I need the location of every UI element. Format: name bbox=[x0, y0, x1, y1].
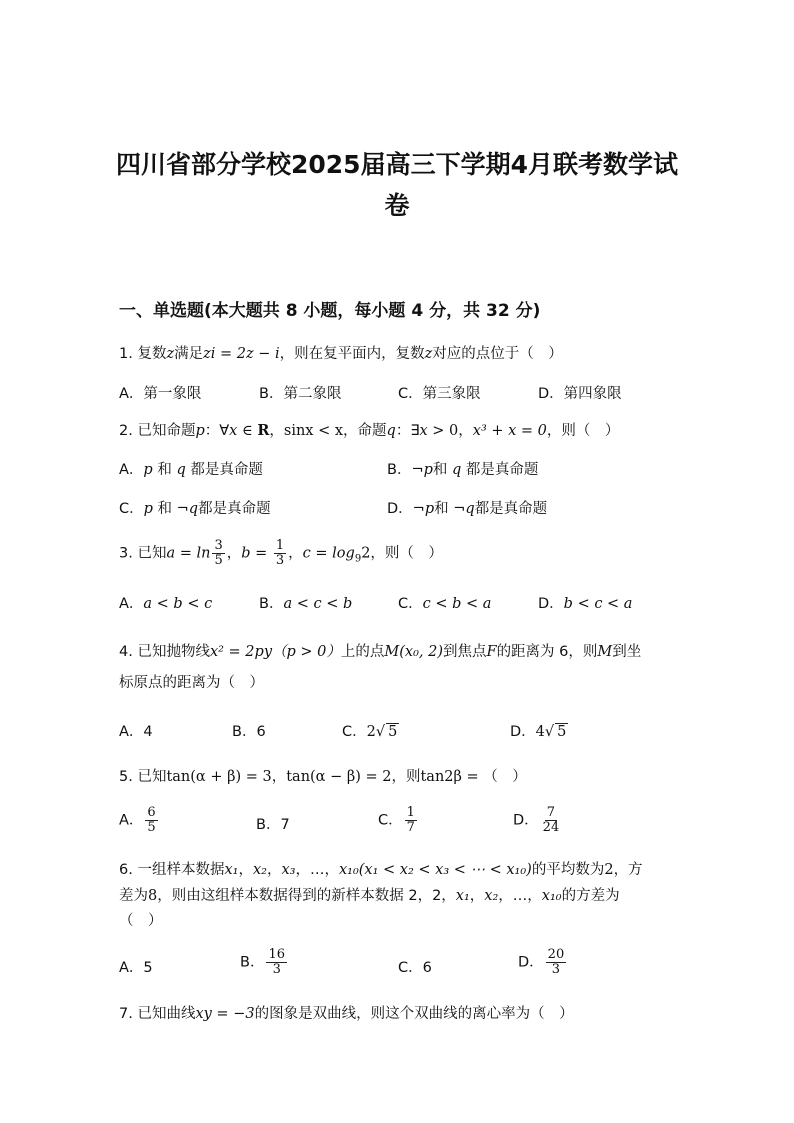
q4-option-a: A．4 bbox=[119, 724, 153, 740]
q2-option-c: C．p 和 ¬q都是真命题 bbox=[119, 501, 271, 517]
q5-option-b: B．7 bbox=[256, 817, 290, 833]
q5-a-fraction: $\frac{6}{5}$ bbox=[147, 805, 156, 835]
q1-option-b: B．第二象限 bbox=[259, 386, 342, 402]
q6-option-d: D． $\frac{20}{3}$ bbox=[518, 947, 565, 977]
exam-title-line2: 卷 bbox=[384, 191, 410, 220]
q6-stem-line1: 6. 一组样本数据x₁，x₂，x₃，…，x₁₀(x₁ < x₂ < x₃ < ⋯ < x₁₀)的平均数为2，方 bbox=[119, 862, 643, 878]
q3-b-fraction: $\frac{1}{3}$ bbox=[275, 538, 285, 568]
q3-option-d: D．b < c < a bbox=[538, 596, 633, 612]
q1-option-d: D．第四象限 bbox=[538, 386, 622, 402]
q3-stem: 3. 已知a = ln $\frac{3}{5}$ ，b = $\frac{1}{3}$ ，$c = \log_92$，则（ ） bbox=[119, 538, 443, 568]
section-heading: 一、单选题(本大题共 8 小题，每小题 4 分，共 32 分) bbox=[119, 301, 541, 321]
q4-option-b: B．6 bbox=[232, 724, 266, 740]
exam-title-line1: 四川省部分学校2025届高三下学期4月联考数学试 bbox=[116, 150, 678, 179]
q3-a-fraction: $\frac{3}{5}$ bbox=[214, 538, 223, 568]
q6-option-a: A．5 bbox=[119, 960, 153, 976]
q1-stem: 1. 复数z满足zi = 2z − i，则在复平面内，复数z对应的点位于（ ） bbox=[119, 346, 563, 362]
q1-option-a: A．第一象限 bbox=[119, 386, 202, 402]
q7-stem: 7. 已知曲线xy = −3的图象是双曲线，则这个双曲线的离心率为（ ） bbox=[119, 1006, 574, 1022]
q4-stem-line2: 标原点的距离为（ ） bbox=[119, 675, 264, 691]
q5-c-fraction: $\frac{1}{7}$ bbox=[406, 805, 415, 835]
q6-d-fraction: $\frac{20}{3}$ bbox=[547, 947, 565, 977]
q5-option-a: A． $\frac{6}{5}$ bbox=[119, 805, 156, 835]
q5-option-d: D． $\frac{7}{24}$ bbox=[513, 805, 560, 835]
q6-stem-line3: （ ） bbox=[119, 913, 163, 929]
q3-option-c: C．c < b < a bbox=[398, 596, 492, 612]
q5-d-fraction: $\frac{7}{24}$ bbox=[542, 805, 560, 835]
q2-option-b: B．¬p和 q 都是真命题 bbox=[387, 462, 539, 478]
q4-option-d: D．4√ 5 bbox=[510, 724, 567, 740]
q6-b-fraction: $\frac{16}{3}$ bbox=[268, 947, 285, 977]
q5-option-c: C． $\frac{1}{7}$ bbox=[378, 805, 415, 835]
q6-option-c: C．6 bbox=[398, 960, 432, 976]
q5-stem: 5. 已知tan(α + β) = 3，tan(α − β) = 2，则tan2β = （ ） bbox=[119, 769, 527, 785]
q4-option-c: C．2√ 5 bbox=[342, 724, 398, 740]
q6-stem-line2: 差为8，则由这组样本数据得到的新样本数据 2，2，x₁，x₂，…，x₁₀的方差为 bbox=[119, 888, 620, 904]
q1-option-c: C．第三象限 bbox=[398, 386, 481, 402]
q4-stem-line1: 4. 已知抛物线x² = 2py（p > 0）上的点M(x₀, 2)到焦点F的距离为 6，则M到坐 bbox=[119, 644, 642, 660]
q2-stem: 2. 已知命题p：∀x ∈ R，sinx < x，命题q：∃x > 0，x³ + x = 0，则（ ） bbox=[119, 422, 620, 439]
q3-option-b: B．a < c < b bbox=[259, 596, 353, 612]
q2-option-a: A．p 和 q 都是真命题 bbox=[119, 462, 263, 478]
q3-option-a: A．a < b < c bbox=[119, 596, 213, 612]
q2-option-d: D．¬p和 ¬q都是真命题 bbox=[387, 501, 548, 517]
q6-option-b: B． $\frac{16}{3}$ bbox=[240, 947, 285, 977]
